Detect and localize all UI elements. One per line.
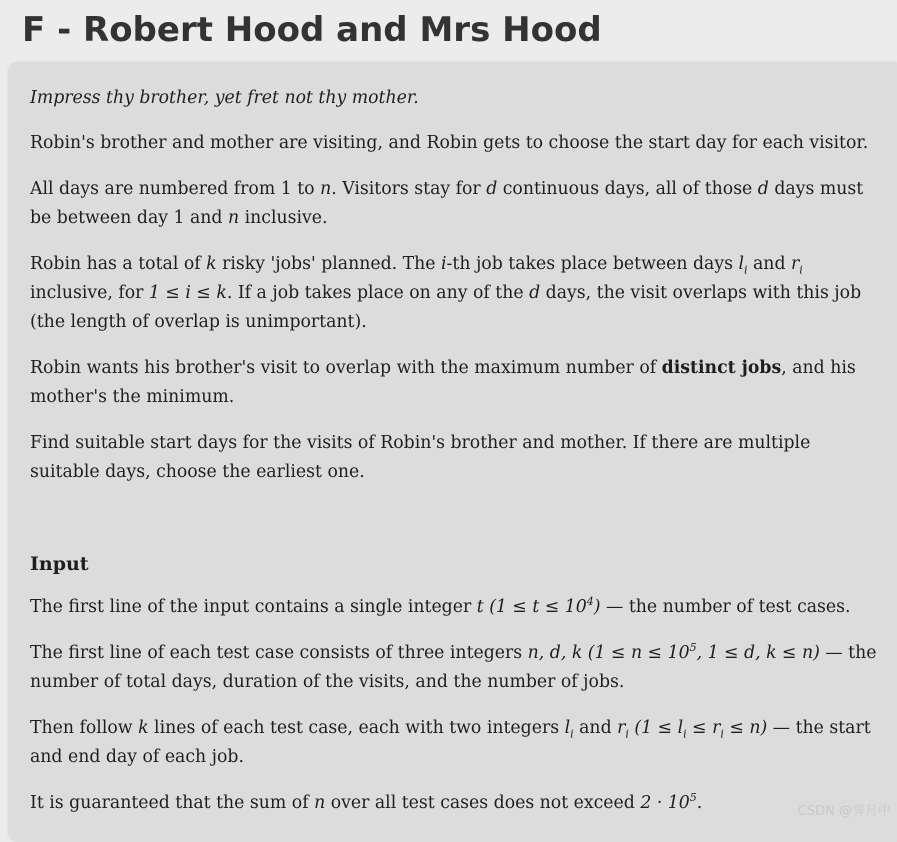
math-n: n [314,793,326,813]
emphasis-distinct-jobs: distinct jobs [661,358,782,378]
math-d: d [757,179,769,199]
statement-paragraph: Find suitable start days for the visits of Robin's brother and mother. If there are multiple suitable days, choose the earliest one. [30,433,811,482]
math-l-i: $l_i$ [564,718,574,741]
math-lr-range: $(1 \le l_i \le r_i \le n)$ [634,718,768,741]
math-d: d [486,179,498,199]
statement-paragraph: Robin's brother and mother are visiting, and Robin gets to choose the start day for each visitor. [30,133,869,153]
math-t-range: $(1 \le t \le 10^4)$ [489,595,601,617]
math-r-i: $r_i$ [617,718,629,741]
math-d: d [529,283,541,303]
input-paragraph: It is guaranteed that the sum of n over all test cases does not exceed $2 \cdot 10^5$. [30,791,703,813]
statement-paragraph: All days are numbered from 1 to n. Visitors stay for d continuous days, all of those d days must be between day 1 and n inclusive. [30,179,864,228]
problem-title: F - Robert Hood and Mrs Hood [22,10,602,50]
math-k: k [138,718,149,738]
math-range-i: 1 ≤ i ≤ k [148,283,227,303]
math-k: k [206,254,217,274]
problem-statement [30,84,885,835]
math-ndk: n, d, k [527,643,583,663]
watermark: CSDN @霁月中 [797,804,891,819]
input-heading: Input [30,553,89,575]
math-sum-limit: $2 \cdot 10^5$ [640,791,697,813]
input-paragraph: Then follow k lines of each test case, each with two integers $l_i$ and $r_i$ $(1 \le l_i \le r_i \le n)$ — the start and end day of each job. [30,718,871,767]
math-l-i: $l_i$ [738,254,748,277]
math-t: t [476,597,484,617]
math-i: i [441,254,447,274]
math-r-i: $r_i$ [791,254,803,277]
math-n: n [320,179,332,199]
input-paragraph: The first line of each test case consists of three integers n, d, k ($1 \le n \le 10^5$, 1 ≤ d, k ≤ n) — the number of total days, duration of the visits, and the number of jobs. [30,641,877,692]
input-paragraph: The first line of the input contains a single integer t $(1 \le t \le 10^4)$ — the number of test cases. [30,595,851,617]
math-n: n [227,208,240,228]
epigraph: Impress thy brother, yet fret not thy mother. [30,88,419,108]
statement-paragraph: Robin wants his brother's visit to overlap with the maximum number of distinct jobs, and his mother's the minimum. [30,358,856,407]
statement-paragraph: Robin has a total of k risky 'jobs' planned. The i-th job takes place between days $l_i$ and $r_i$ inclusive, for 1 ≤ i ≤ k. If a job takes place on any of the d days, the visit overlaps with this job (the length of overlap is unimportant). [30,254,862,332]
math-ndk-range: ($1 \le n \le 10^5$, 1 ≤ d, k ≤ n) [587,641,820,663]
